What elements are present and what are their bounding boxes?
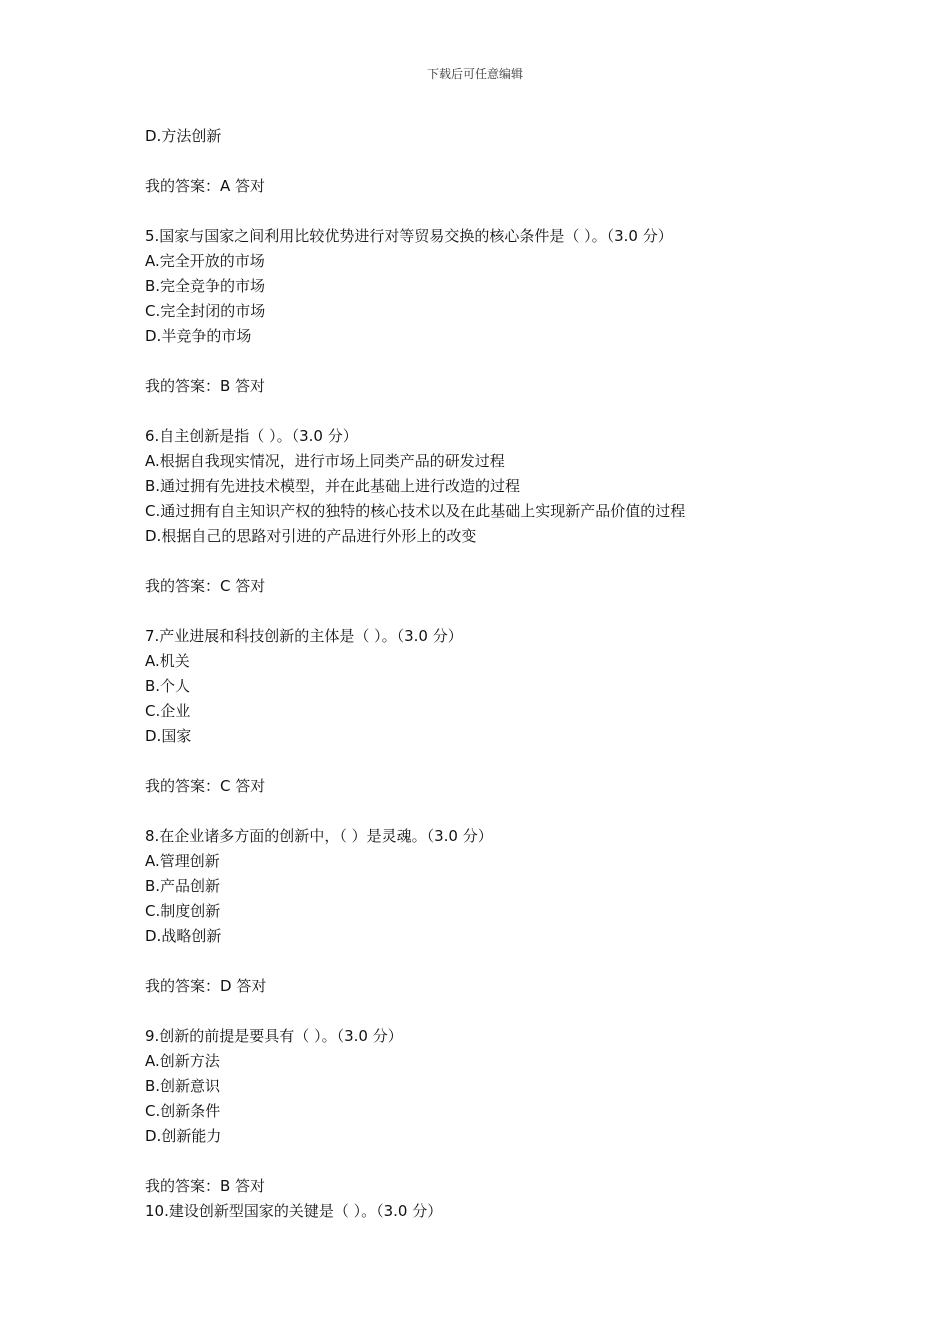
- question-7: 7.产业进展和科技创新的主体是（ ）。（3.0 分）: [145, 627, 463, 645]
- blank-line: [145, 799, 845, 824]
- my-answer: 我的答案：C 答对: [145, 777, 266, 795]
- option-d: D.方法创新: [145, 127, 222, 145]
- question-8: 8.在企业诸多方面的创新中，（ ）是灵魂。（3.0 分）: [145, 827, 493, 845]
- blank-line: [145, 149, 845, 174]
- blank-line: [145, 999, 845, 1024]
- option-b: B.个人: [145, 677, 191, 695]
- question-9: 9.创新的前提是要具有（ ）。（3.0 分）: [145, 1027, 403, 1045]
- blank-line: [145, 949, 845, 974]
- question-10: 10.建设创新型国家的关键是（ ）。（3.0 分）: [145, 1202, 443, 1220]
- option-b: B.创新意识: [145, 1077, 221, 1095]
- option-d: D.创新能力: [145, 1127, 222, 1145]
- blank-line: [145, 599, 845, 624]
- blank-line: [145, 199, 845, 224]
- option-d: D.根据自己的思路对引进的产品进行外形上的改变: [145, 527, 477, 545]
- my-answer: 我的答案：C 答对: [145, 577, 266, 595]
- option-c: C.创新条件: [145, 1102, 221, 1120]
- option-a: A.根据自我现实情况，进行市场上同类产品的研发过程: [145, 452, 505, 470]
- blank-line: [145, 399, 845, 424]
- option-a: A.创新方法: [145, 1052, 220, 1070]
- blank-line: [145, 549, 845, 574]
- option-c: C.通过拥有自主知识产权的独特的核心技术以及在此基础上实现新产品价值的过程: [145, 502, 686, 520]
- my-answer: 我的答案：A 答对: [145, 177, 266, 195]
- option-d: D.战略创新: [145, 927, 222, 945]
- option-c: C.完全封闭的市场: [145, 302, 266, 320]
- page-header: 下载后可任意编辑: [426, 67, 523, 81]
- option-c: C.企业: [145, 702, 191, 720]
- option-a: A.完全开放的市场: [145, 252, 265, 270]
- my-answer: 我的答案：B 答对: [145, 1177, 266, 1195]
- option-b: B.通过拥有先进技术模型，并在此基础上进行改造的过程: [145, 477, 521, 495]
- option-d: D.国家: [145, 727, 192, 745]
- blank-line: [145, 1149, 845, 1174]
- my-answer: 我的答案：B 答对: [145, 377, 266, 395]
- blank-line: [145, 349, 845, 374]
- option-a: A.管理创新: [145, 852, 220, 870]
- blank-line: [145, 749, 845, 774]
- option-b: B.产品创新: [145, 877, 221, 895]
- option-c: C.制度创新: [145, 902, 221, 920]
- question-6: 6.自主创新是指（ ）。（3.0 分）: [145, 427, 358, 445]
- option-b: B.完全竞争的市场: [145, 277, 266, 295]
- my-answer: 我的答案：D 答对: [145, 977, 267, 995]
- option-a: A.机关: [145, 652, 190, 670]
- document-body: [145, 124, 845, 1224]
- question-5: 5.国家与国家之间利用比较优势进行对等贸易交换的核心条件是（ ）。（3.0 分）: [145, 227, 673, 245]
- option-d: D.半竞争的市场: [145, 327, 252, 345]
